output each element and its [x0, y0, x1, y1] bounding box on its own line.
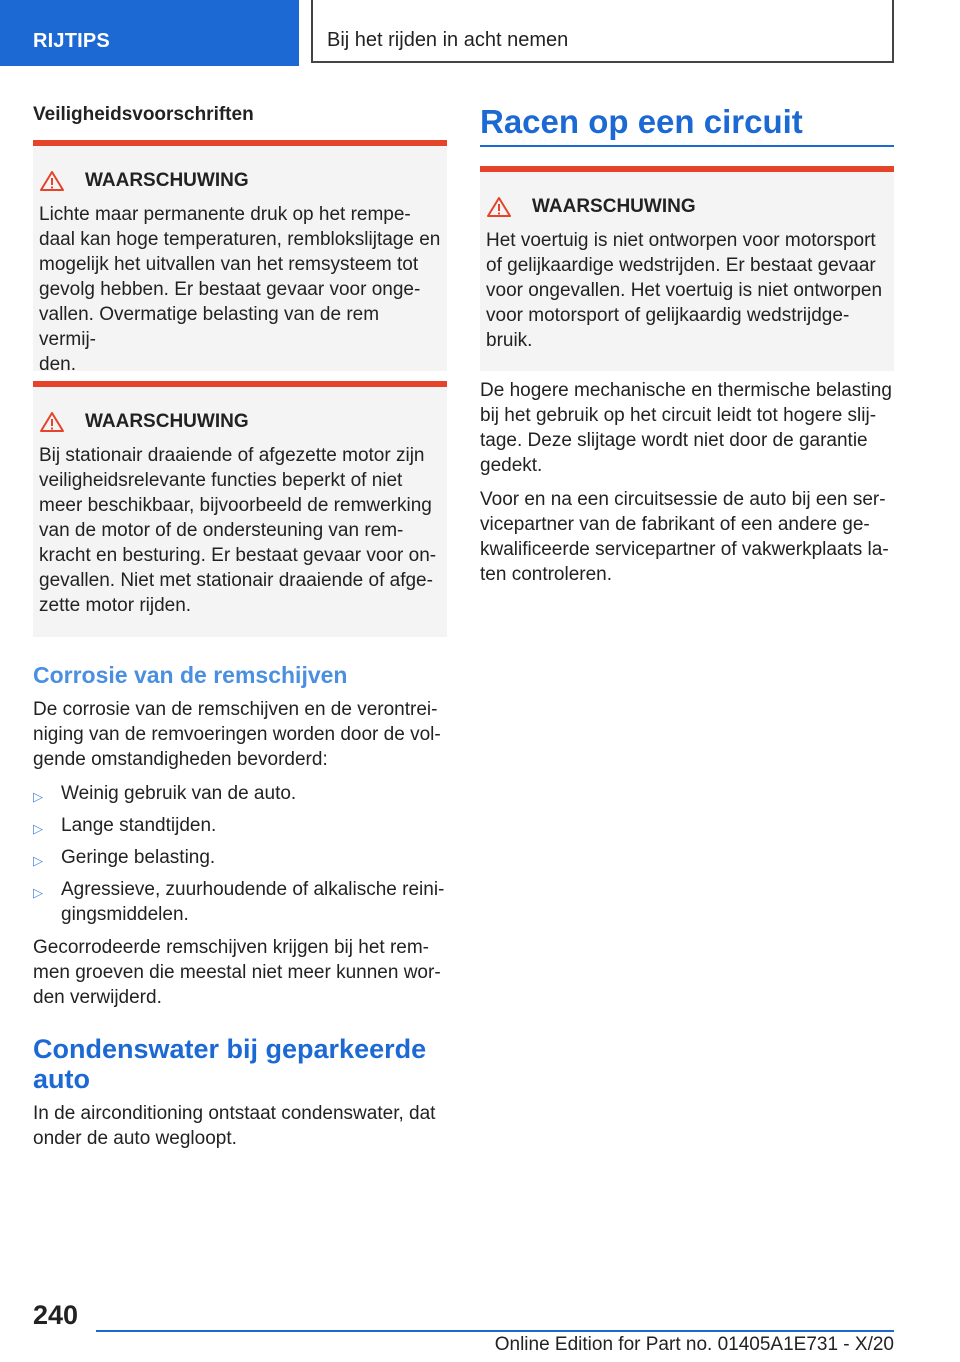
- text-line: gedekt.: [480, 455, 543, 476]
- warning-line: den.: [39, 354, 76, 375]
- warning-box-1: [33, 140, 447, 375]
- condens-heading: [33, 1034, 426, 1094]
- text-line: onder de auto wegloopt.: [33, 1128, 237, 1149]
- warning-header: [39, 411, 249, 433]
- text-line: gende omstandigheden bevorderd:: [33, 749, 328, 770]
- text-line: bij het gebruik op het circuit leidt tot hogere slij-: [480, 405, 877, 426]
- page-number: 240: [33, 1300, 79, 1330]
- title-rule: [480, 145, 894, 147]
- warning-text: [486, 228, 888, 353]
- warning-triangle-icon: [486, 196, 512, 218]
- warning-label: WAARSCHUWING: [532, 196, 696, 217]
- subheading: Veiligheidsvoorschriften: [33, 104, 254, 125]
- page-title: Racen op een circuit: [480, 103, 803, 140]
- warning-box-2: [33, 381, 447, 637]
- corrosion-intro: [33, 697, 447, 772]
- header-section-label: RIJTIPS: [33, 30, 110, 52]
- heading-line: auto: [33, 1064, 90, 1094]
- text-line: men groeven die meestal niet meer kunnen wor-: [33, 962, 441, 983]
- list-item-text: Lange standtijden.: [61, 815, 217, 836]
- warning-line: daal kan hoge temperaturen, remblokslijtage en: [39, 229, 441, 250]
- list-item-text: Weinig gebruik van de auto.: [61, 783, 297, 804]
- list-item-text: [61, 877, 447, 927]
- text-line: Gecorrodeerde remschijven krijgen bij het rem-: [33, 937, 429, 958]
- circuit-paragraph-2: [480, 487, 894, 587]
- list-item: [33, 845, 447, 870]
- warning-line: voor motorsport of gelijkaardig wedstrijdge-: [486, 305, 850, 326]
- heading-line: Condenswater bij geparkeerde: [33, 1034, 427, 1064]
- warning-line: mogelijk het uitvallen van het remsysteem tot: [39, 254, 419, 275]
- list-item-text: Geringe belasting.: [61, 847, 216, 868]
- warning-line: kracht en besturing. Er bestaat gevaar voor on-: [39, 545, 437, 566]
- text-line: tage. Deze slijtage wordt niet door de garantie: [480, 430, 868, 451]
- warning-box-3: [480, 166, 894, 371]
- corrosion-heading: Corrosie van de remschijven: [33, 662, 348, 688]
- warning-header: [39, 170, 249, 192]
- warning-line: Het voertuig is niet ontworpen voor motorsport: [486, 230, 876, 251]
- bullet-triangle-icon: ▷: [33, 853, 43, 868]
- text-line: De corrosie van de remschijven en de verontrei-: [33, 699, 438, 720]
- circuit-paragraph-1: [480, 378, 894, 478]
- warning-line: veiligheidsrelevante functies beperkt of niet: [39, 470, 403, 491]
- warning-header: [486, 196, 696, 218]
- warning-line: meer beschikbaar, bijvoorbeeld de remwerking: [39, 495, 432, 516]
- warning-line: zette motor rijden.: [39, 595, 192, 616]
- text-line: vicepartner van de fabrikant of een andere ge-: [480, 514, 870, 535]
- warning-triangle-icon: [39, 170, 65, 192]
- warning-label: WAARSCHUWING: [85, 411, 249, 432]
- list-item: [33, 877, 447, 927]
- list-item: [33, 813, 447, 838]
- text-line: Voor en na een circuitsessie de auto bij een ser-: [480, 489, 886, 510]
- text-line: kwalificeerde servicepartner of vakwerkplaats la-: [480, 539, 889, 560]
- text-line: niging van de remvoeringen worden door de vol-: [33, 724, 441, 745]
- warning-line: gevolg hebben. Er bestaat gevaar voor onge-: [39, 279, 421, 300]
- warning-line: Lichte maar permanente druk op het rempe-: [39, 204, 411, 225]
- warning-label: WAARSCHUWING: [85, 170, 249, 191]
- footer-rule: [96, 1330, 894, 1332]
- warning-line: van de motor of de ondersteuning van rem-: [39, 520, 404, 541]
- footer-edition: Online Edition for Part no. 01405A1E731 - X/20: [494, 1334, 894, 1355]
- condens-body: [33, 1101, 447, 1151]
- list-item: [33, 781, 447, 806]
- warning-line: Bij stationair draaiende of afgezette motor zijn: [39, 445, 425, 466]
- text-line: De hogere mechanische en thermische belasting: [480, 380, 892, 401]
- warning-line: of gelijkaardige wedstrijden. Er bestaat gevaar: [486, 255, 876, 276]
- text-line: den verwijderd.: [33, 987, 162, 1008]
- text-line: Agressieve, zuurhoudende of alkalische reini-: [61, 879, 445, 900]
- text-line: ten controleren.: [480, 564, 613, 585]
- warning-line: vallen. Overmatige belasting van de rem vermij-: [39, 304, 380, 350]
- bullet-triangle-icon: ▷: [33, 885, 43, 900]
- text-line: In de airconditioning ontstaat condenswater, dat: [33, 1103, 436, 1124]
- warning-line: voor ongevallen. Het voertuig is niet ontworpen: [486, 280, 883, 301]
- header-chapter-box: [311, 0, 894, 63]
- warning-text: [39, 202, 441, 377]
- corrosion-outro: [33, 935, 447, 1010]
- text-line: gingsmiddelen.: [61, 904, 189, 925]
- warning-line: gevallen. Niet met stationair draaiende of afge-: [39, 570, 433, 591]
- warning-triangle-icon: [39, 411, 65, 433]
- header-chapter-label: Bij het rijden in acht nemen: [327, 29, 569, 51]
- warning-line: bruik.: [486, 330, 533, 351]
- bullet-triangle-icon: ▷: [33, 789, 43, 804]
- bullet-triangle-icon: ▷: [33, 821, 43, 836]
- warning-text: [39, 443, 441, 618]
- header-section-tab: [0, 0, 299, 66]
